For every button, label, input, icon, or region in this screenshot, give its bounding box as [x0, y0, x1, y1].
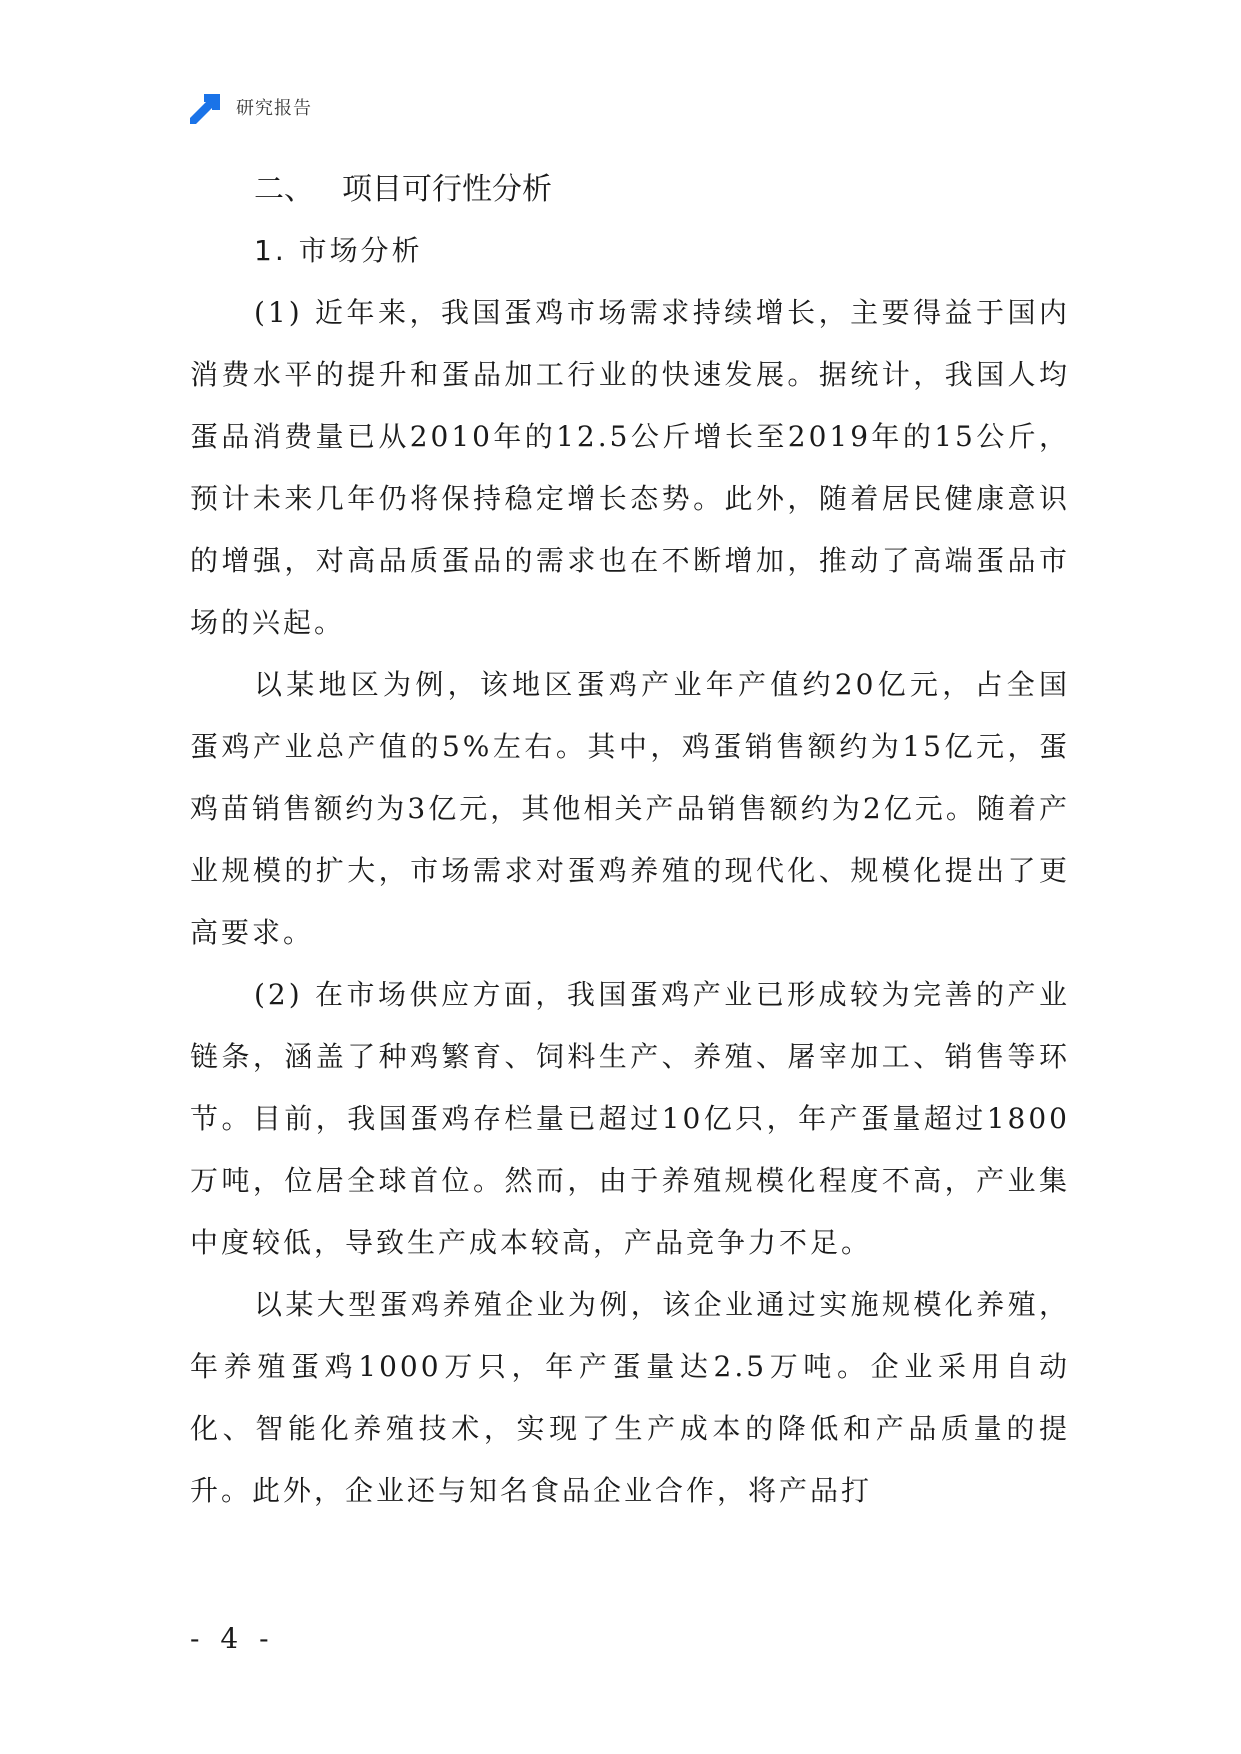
paragraph: (2) 在市场供应方面，我国蛋鸡产业已形成较为完善的产业链条，涵盖了种鸡繁育、饲料生产、养殖、屠宰加工、销售等环节。目前，我国蛋鸡存栏量已超过10亿只，年产蛋量超过1800万吨，位居全球首位。然而，由于养殖规模化程度不高，产业集中度较低，导致生产成本较高，产品竞争力不足。 — [190, 978, 1070, 1259]
page-number: - 4 - — [190, 1622, 275, 1655]
document-body — [190, 160, 1070, 1522]
header-label: 研究报告 — [236, 98, 312, 119]
section-heading — [190, 160, 1070, 220]
paragraph: 以某地区为例，该地区蛋鸡产业年产值约20亿元，占全国蛋鸡产业总产值的5%左右。其中，鸡蛋销售额约为15亿元，蛋鸡苗销售额约为3亿元，其他相关产品销售额约为2亿元。随着产业规模的扩大，市场需求对蛋鸡养殖的现代化、规模化提出了更高要求。 — [190, 668, 1070, 949]
report-logo-icon — [190, 90, 224, 124]
subsection-heading: 1. 市场分析 — [254, 234, 423, 267]
paragraph: 以某大型蛋鸡养殖企业为例，该企业通过实施规模化养殖，年养殖蛋鸡1000万只，年产蛋量达2.5万吨。企业采用自动化、智能化养殖技术，实现了生产成本的降低和产品质量的提升。此外，企业还与知名食品企业合作，将产品打 — [190, 1288, 1070, 1507]
paragraph: (1) 近年来，我国蛋鸡市场需求持续增长，主要得益于国内消费水平的提升和蛋品加工行业的快速发展。据统计，我国人均蛋品消费量已从2010年的12.5公斤增长至2019年的15公斤，预计未来几年仍将保持稳定增长态势。此外，随着居民健康意识的增强，对高品质蛋品的需求也在不断增加，推动了高端蛋品市场的兴起。 — [190, 296, 1070, 639]
section-number: 二、 — [254, 172, 314, 207]
page-header — [190, 90, 312, 124]
section-title: 项目可行性分析 — [342, 172, 552, 207]
